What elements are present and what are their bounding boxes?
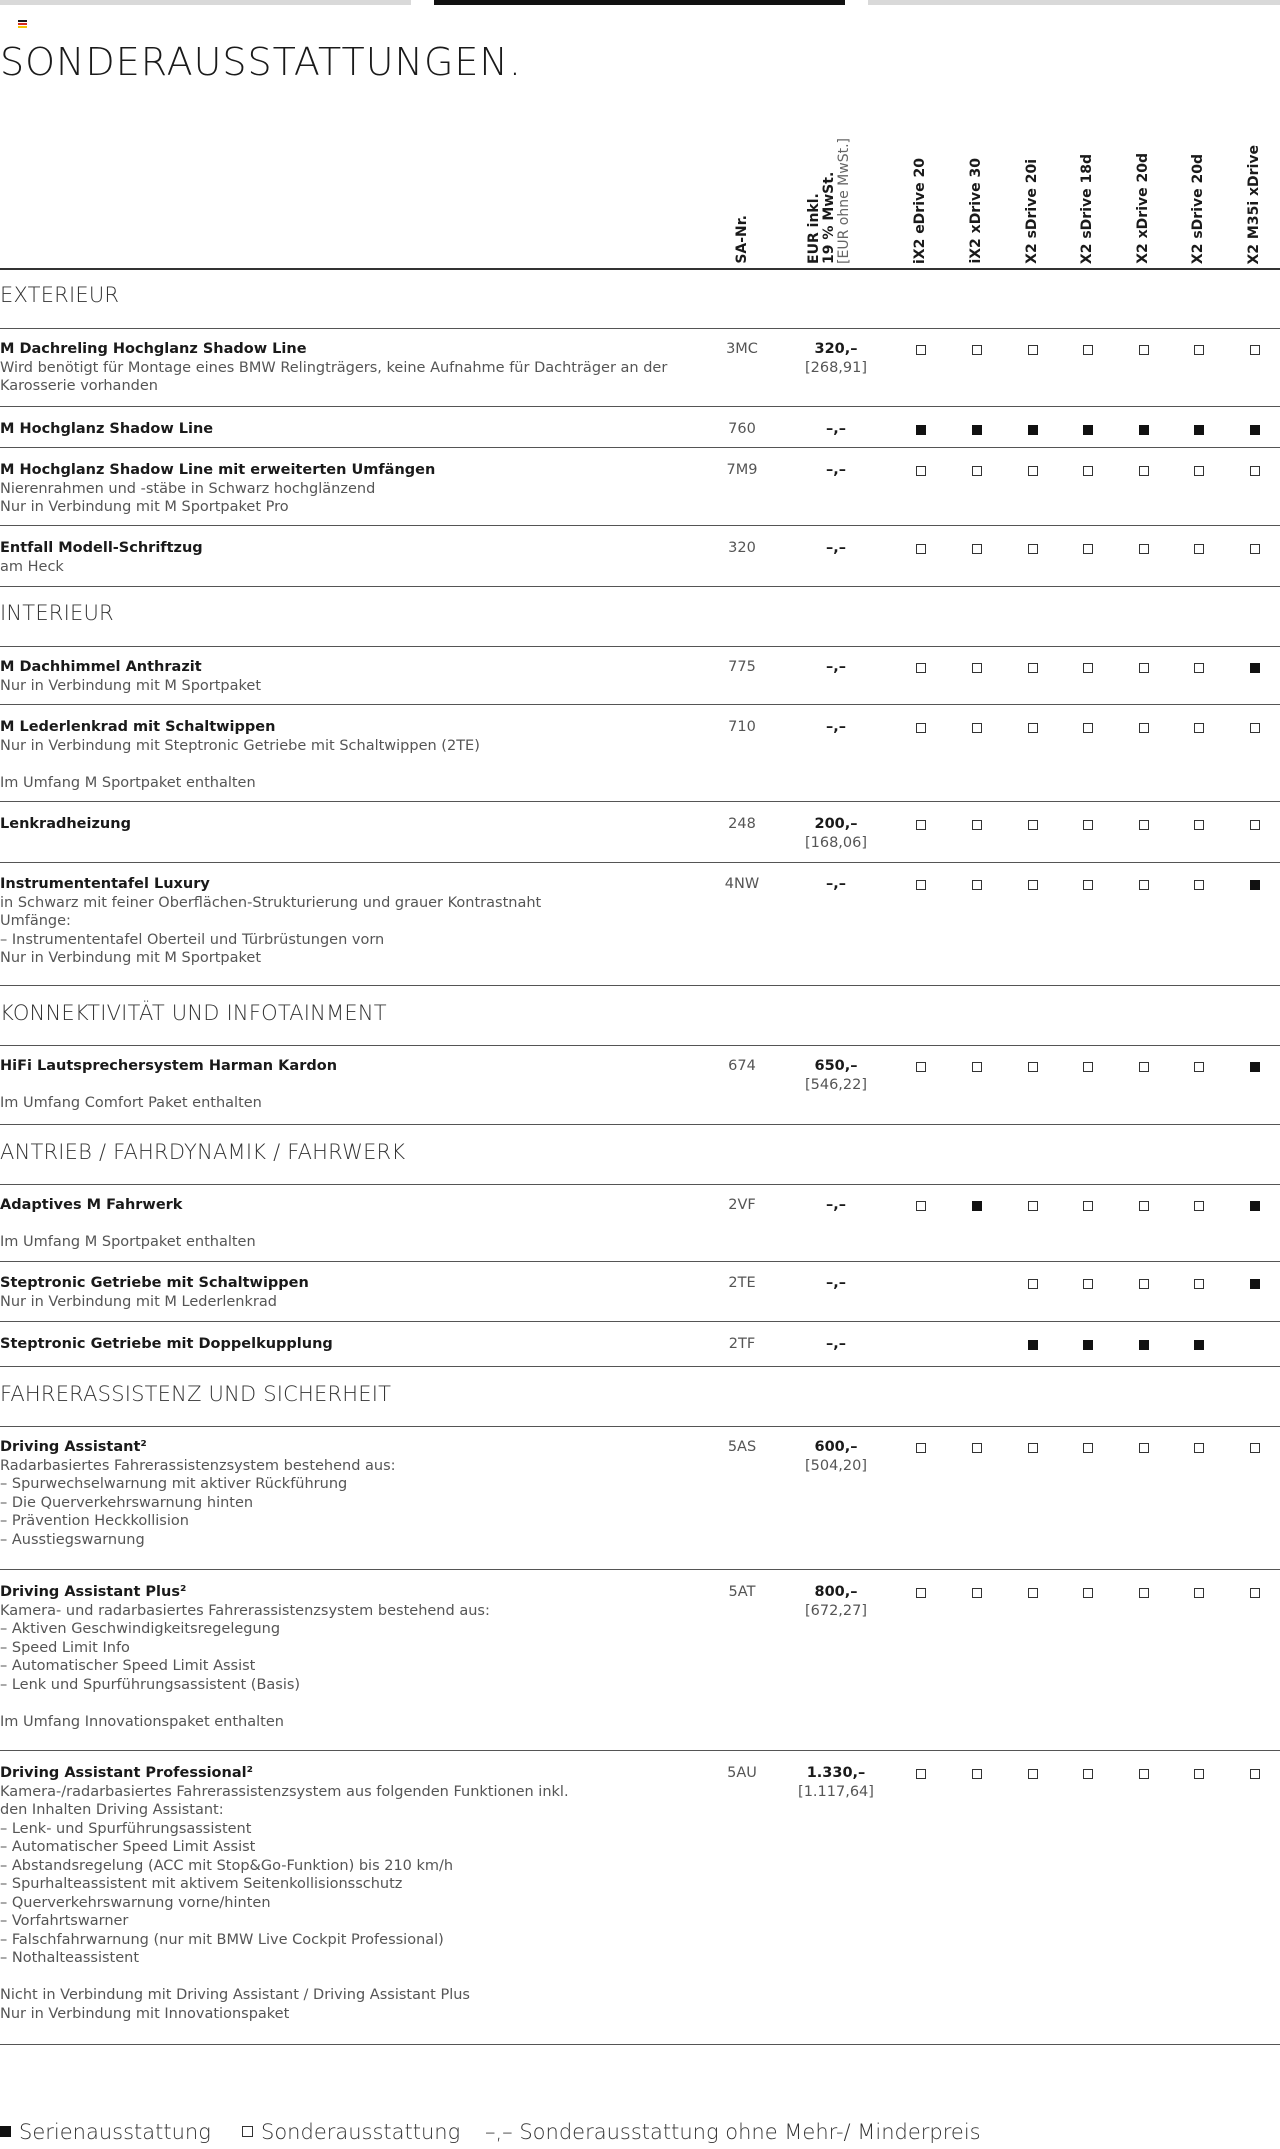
optional-equipment-marker [916,1769,926,1779]
optional-equipment-marker [972,345,982,355]
row-divider [0,1366,1280,1367]
optional-equipment-marker [972,544,982,554]
option-description: Wird benötigt für Montage eines BMW Relingträgers, keine Aufnahme für Dachträger an der Karosserie vorhanden [0,359,668,394]
price-net: [268,91] [804,359,868,376]
row-label [0,461,680,517]
optional-equipment-marker [972,1443,982,1453]
row-divider [0,1750,1280,1751]
section-divider [0,1184,1280,1185]
standard-equipment-marker [1250,663,1260,673]
row-divider [0,1124,1280,1125]
price-gross: 650,– [814,1058,858,1074]
optional-equipment-marker [916,723,926,733]
optional-equipment-marker [1250,544,1260,554]
price-gross: –,– [825,659,846,675]
optional-equipment-marker [1083,1443,1093,1453]
standard-equipment-marker [1139,425,1149,435]
optional-equipment-marker [1083,1279,1093,1289]
section-divider [0,1045,1280,1046]
standard-equipment-marker [1083,425,1093,435]
optional-equipment-marker [1028,723,1038,733]
optional-equipment-marker [1194,663,1204,673]
row-divider [0,862,1280,863]
page-tab-indicator[interactable] [0,0,411,5]
price-cell [790,539,882,558]
option-description: Im Umfang M Sportpaket enthalten [0,1234,256,1250]
option-name: M Hochglanz Shadow Line mit erweiterten Umfängen [0,462,436,478]
row-label [0,815,680,834]
optional-equipment-marker [1139,663,1149,673]
price-cell [790,1335,882,1354]
optional-equipment-marker [1139,466,1149,476]
optional-equipment-marker [916,345,926,355]
option-description: am Heck [0,558,64,575]
price-gross: 800,– [814,1584,858,1600]
empty-square-icon [242,2126,253,2137]
sa-number: 4NW [724,876,760,892]
option-name: Driving Assistant Professional² [0,1765,253,1781]
page-tabs-bar [0,0,1280,6]
price-cell [790,875,882,894]
optional-equipment-marker [972,820,982,830]
section-divider [0,646,1280,647]
row-label [0,1438,680,1549]
row-label [0,1274,680,1311]
optional-equipment-marker [972,466,982,476]
row-divider [0,1569,1280,1570]
standard-equipment-marker [1083,1340,1093,1350]
row-divider [0,704,1280,705]
optional-equipment-marker [1194,1201,1204,1211]
price-gross: –,– [825,1197,846,1213]
optional-equipment-marker [1139,1201,1149,1211]
option-name: Steptronic Getriebe mit Schaltwippen [0,1275,309,1291]
option-name: M Hochglanz Shadow Line [0,421,214,437]
standard-equipment-marker [1250,425,1260,435]
sa-number: 5AU [727,1765,757,1781]
row-divider [0,406,1280,407]
standard-equipment-marker [1028,1340,1038,1350]
legend-no-price: –,– Sonderausstattung ohne Mehr-/ Minderpreis [485,2120,981,2144]
price-cell [790,1057,882,1094]
standard-equipment-marker [972,425,982,435]
column-header-model: X2 xDrive 20d [1135,153,1151,264]
row-divider [0,447,1280,448]
section-title: ANTRIEB / FAHRDYNAMIK / FAHRWERK [0,1140,406,1164]
optional-equipment-marker [1250,1769,1260,1779]
optional-equipment-marker [1250,1588,1260,1598]
sa-number: 7M9 [726,462,758,478]
sa-number: 3MC [726,341,758,357]
row-label [0,1583,680,1731]
legend-optional: Sonderausstattung [242,2120,460,2144]
row-label [0,1057,680,1113]
option-description: Kamera-/radarbasiertes Fahrerassistenzsystem aus folgenden Funktionen inkl. den Inhalten Driving Assistant: – Lenk- und Spurführungsassistent – Automatischer Speed Limit Assist – Abstandsregelung (ACC mit Stop&Go-Funktion) bis 210 km/h – Spurhalteassistent mit aktivem Seitenkollisionsschutz – Querverkehrswarnung vorne/hinten – Vorfahrtswarner – Falschfahrwarnung (nur mit BMW Live Cockpit Professional) – Nothalteassistent Nicht in Verbindung mit Driving Assistant / Driving Assistant Plus Nur in Verbindung mit Innovationspaket [0,1783,569,2022]
sa-number: 5AT [728,1584,756,1600]
row-label [0,1764,680,2023]
price-cell [790,340,882,377]
header-divider [0,268,1280,270]
optional-equipment-marker [1194,1062,1204,1072]
optional-equipment-marker [1028,544,1038,554]
option-description: Nur in Verbindung mit Steptronic Getriebe mit Schaltwippen (2TE) Im Umfang M Sportpaket enthalten [0,737,480,791]
optional-equipment-marker [972,1062,982,1072]
optional-equipment-marker [916,1201,926,1211]
page-tab-indicator[interactable] [868,0,1280,5]
section-title: EXTERIEUR [0,283,120,307]
sa-number: 248 [728,816,756,832]
price-gross: 320,– [814,341,858,357]
standard-equipment-marker [1194,1340,1204,1350]
row-label [0,1196,680,1252]
column-header-model: X2 sDrive 18d [1079,153,1095,264]
optional-equipment-marker [972,663,982,673]
optional-equipment-marker [1139,1443,1149,1453]
price-gross: 600,– [814,1439,858,1455]
price-gross: –,– [825,876,846,892]
row-divider [0,1261,1280,1262]
sa-number: 2TF [728,1336,756,1352]
optional-equipment-marker [1194,466,1204,476]
row-divider [0,1321,1280,1322]
optional-equipment-marker [1083,544,1093,554]
optional-equipment-marker [1083,1588,1093,1598]
row-label [0,340,680,396]
option-description: Kamera- und radarbasiertes Fahrerassistenzsystem bestehend aus: – Aktiven Geschwindigkeitsregelegung – Speed Limit Info – Automatischer Speed Limit Assist – Lenk und Spurführungsassistent (Basis) Im Umfang Innovationspaket enthalten [0,1602,490,1730]
optional-equipment-marker [1028,1201,1038,1211]
standard-equipment-marker [1139,1340,1149,1350]
optional-equipment-marker [1083,880,1093,890]
optional-equipment-marker [972,880,982,890]
price-cell [790,658,882,677]
sa-number: 2TE [728,1275,756,1291]
price-net: [672,27] [804,1602,868,1619]
row-divider [0,985,1280,986]
optional-equipment-marker [916,663,926,673]
option-name: Instrumententafel Luxury [0,876,210,892]
sa-number: 674 [728,1058,756,1074]
option-name: Driving Assistant² [0,1439,147,1455]
section-title: FAHRERASSISTENZ UND SICHERHEIT [0,1382,392,1406]
optional-equipment-marker [1194,820,1204,830]
optional-equipment-marker [1194,723,1204,733]
row-label [0,539,680,576]
optional-equipment-marker [1139,880,1149,890]
option-name: M Lederlenkrad mit Schaltwippen [0,719,276,735]
optional-equipment-marker [1083,663,1093,673]
option-name: Adaptives M Fahrwerk [0,1197,183,1213]
optional-equipment-marker [1028,820,1038,830]
option-description: Nierenrahmen und -stäbe in Schwarz hochglänzend Nur in Verbindung mit M Sportpaket Pro [0,480,376,515]
standard-equipment-marker [1250,1201,1260,1211]
optional-equipment-marker [916,1062,926,1072]
optional-equipment-marker [1028,1443,1038,1453]
column-header-model: iX2 xDrive 30 [968,158,984,264]
page-title: SONDERAUSSTATTUNGEN. [0,40,522,84]
price-cell [790,1583,882,1620]
row-label [0,1335,680,1354]
price-gross: 1.330,– [806,1765,866,1781]
optional-equipment-marker [916,544,926,554]
option-description: Radarbasiertes Fahrerassistenzsystem bestehend aus: – Spurwechselwarnung mit aktiver Rückführung – Die Querverkehrswarnung hinten – Prävention Heckkollision – Ausstiegswarnung [0,1457,396,1548]
legend [0,2120,1280,2146]
sa-number: 2VF [728,1197,756,1213]
option-name: Entfall Modell-Schriftzug [0,540,203,556]
option-name: Steptronic Getriebe mit Doppelkupplung [0,1336,333,1352]
optional-equipment-marker [1250,820,1260,830]
row-divider [0,801,1280,802]
optional-equipment-marker [1194,1588,1204,1598]
column-headers [0,110,1280,270]
row-label [0,420,680,439]
option-name: M Dachreling Hochglanz Shadow Line [0,341,307,357]
section-title: KONNEKTIVITÄT UND INFOTAINMENT [0,1001,387,1025]
column-header-model: X2 M35i xDrive [1246,144,1262,264]
sa-number: 320 [728,540,756,556]
standard-equipment-marker [1028,425,1038,435]
price-gross: –,– [825,462,846,478]
column-header-model: iX2 eDrive 20 [912,157,928,264]
optional-equipment-marker [1028,345,1038,355]
optional-equipment-marker [916,466,926,476]
price-cell [790,815,882,852]
optional-equipment-marker [1083,1769,1093,1779]
column-header-sa: SA-Nr. [734,215,750,264]
optional-equipment-marker [1083,345,1093,355]
optional-equipment-marker [1194,1769,1204,1779]
standard-equipment-marker [1250,880,1260,890]
optional-equipment-marker [1083,820,1093,830]
option-name: M Dachhimmel Anthrazit [0,659,202,675]
optional-equipment-marker [972,723,982,733]
optional-equipment-marker [1028,466,1038,476]
optional-equipment-marker [1194,1279,1204,1289]
price-cell [790,1438,882,1475]
optional-equipment-marker [1194,345,1204,355]
optional-equipment-marker [1028,1062,1038,1072]
optional-equipment-marker [1083,1201,1093,1211]
optional-equipment-marker [1194,880,1204,890]
optional-equipment-marker [1028,1588,1038,1598]
sa-number: 5AS [727,1439,757,1455]
price-gross: –,– [825,421,846,437]
price-cell [790,1764,882,1801]
row-divider [0,2044,1280,2045]
section-divider [0,1426,1280,1427]
price-gross: –,– [825,540,846,556]
optional-equipment-marker [1194,544,1204,554]
option-name: Lenkradheizung [0,816,131,832]
price-gross: 200,– [814,816,858,832]
optional-equipment-marker [1028,1279,1038,1289]
option-description: Nur in Verbindung mit M Sportpaket [0,677,261,694]
row-label [0,875,680,968]
column-header-model: X2 sDrive 20i [1024,159,1040,264]
price-gross: –,– [825,1336,846,1352]
optional-equipment-marker [972,1588,982,1598]
optional-equipment-marker [1139,1769,1149,1779]
option-description: Nur in Verbindung mit M Lederlenkrad [0,1293,277,1310]
sa-number: 760 [728,421,756,437]
price-cell [790,461,882,480]
standard-equipment-marker [1250,1279,1260,1289]
row-label [0,658,680,695]
optional-equipment-marker [916,1443,926,1453]
optional-equipment-marker [1250,345,1260,355]
sa-number: 710 [728,719,756,735]
optional-equipment-marker [1083,1062,1093,1072]
optional-equipment-marker [1139,820,1149,830]
option-description: in Schwarz mit feiner Oberflächen-Strukturierung und grauer Kontrastnaht Umfänge: – Instrumententafel Oberteil und Türbrüstungen vorn Nur in Verbindung mit M Sportpaket [0,894,542,966]
optional-equipment-marker [916,880,926,890]
optional-equipment-marker [1139,1279,1149,1289]
price-gross: –,– [825,1275,846,1291]
option-description: Im Umfang Comfort Paket enthalten [0,1095,262,1111]
option-name: HiFi Lautsprechersystem Harman Kardon [0,1058,338,1074]
standard-equipment-marker [972,1201,982,1211]
legend-standard: Serienausstattung [0,2120,211,2144]
option-name: Driving Assistant Plus² [0,1584,187,1600]
optional-equipment-marker [1194,1443,1204,1453]
filled-square-icon [0,2126,11,2137]
price-net: [504,20] [804,1457,868,1474]
price-cell [790,420,882,439]
optional-equipment-marker [916,1588,926,1598]
optional-equipment-marker [1028,1769,1038,1779]
optional-equipment-marker [1139,544,1149,554]
price-gross: –,– [825,719,846,735]
optional-equipment-marker [972,1769,982,1779]
row-divider [0,586,1280,587]
optional-equipment-marker [1250,723,1260,733]
optional-equipment-marker [1139,1062,1149,1072]
price-net: [546,22] [804,1076,868,1093]
optional-equipment-marker [1083,723,1093,733]
sa-number: 775 [728,659,756,675]
price-net: [168,06] [804,834,868,851]
column-header-model: X2 sDrive 20d [1190,153,1206,264]
optional-equipment-marker [1139,1588,1149,1598]
optional-equipment-marker [1028,880,1038,890]
standard-equipment-marker [1250,1062,1260,1072]
section-divider [0,328,1280,329]
price-cell [790,1274,882,1293]
optional-equipment-marker [1250,466,1260,476]
optional-equipment-marker [1250,1443,1260,1453]
optional-equipment-marker [916,820,926,830]
column-header-price: EUR inkl. 19 % MwSt. [EUR ohne MwSt.] [806,138,852,264]
optional-equipment-marker [1139,345,1149,355]
standard-equipment-marker [1194,425,1204,435]
section-title: INTERIEUR [0,601,114,625]
page-tab-indicator-active[interactable] [434,0,845,5]
optional-equipment-marker [1139,723,1149,733]
price-net: [1.117,64] [798,1783,874,1800]
price-cell [790,1196,882,1215]
optional-equipment-marker [1028,663,1038,673]
row-label [0,718,680,792]
optional-equipment-marker [1083,466,1093,476]
row-divider [0,525,1280,526]
price-cell [790,718,882,737]
flag-icon [18,20,27,27]
standard-equipment-marker [916,425,926,435]
